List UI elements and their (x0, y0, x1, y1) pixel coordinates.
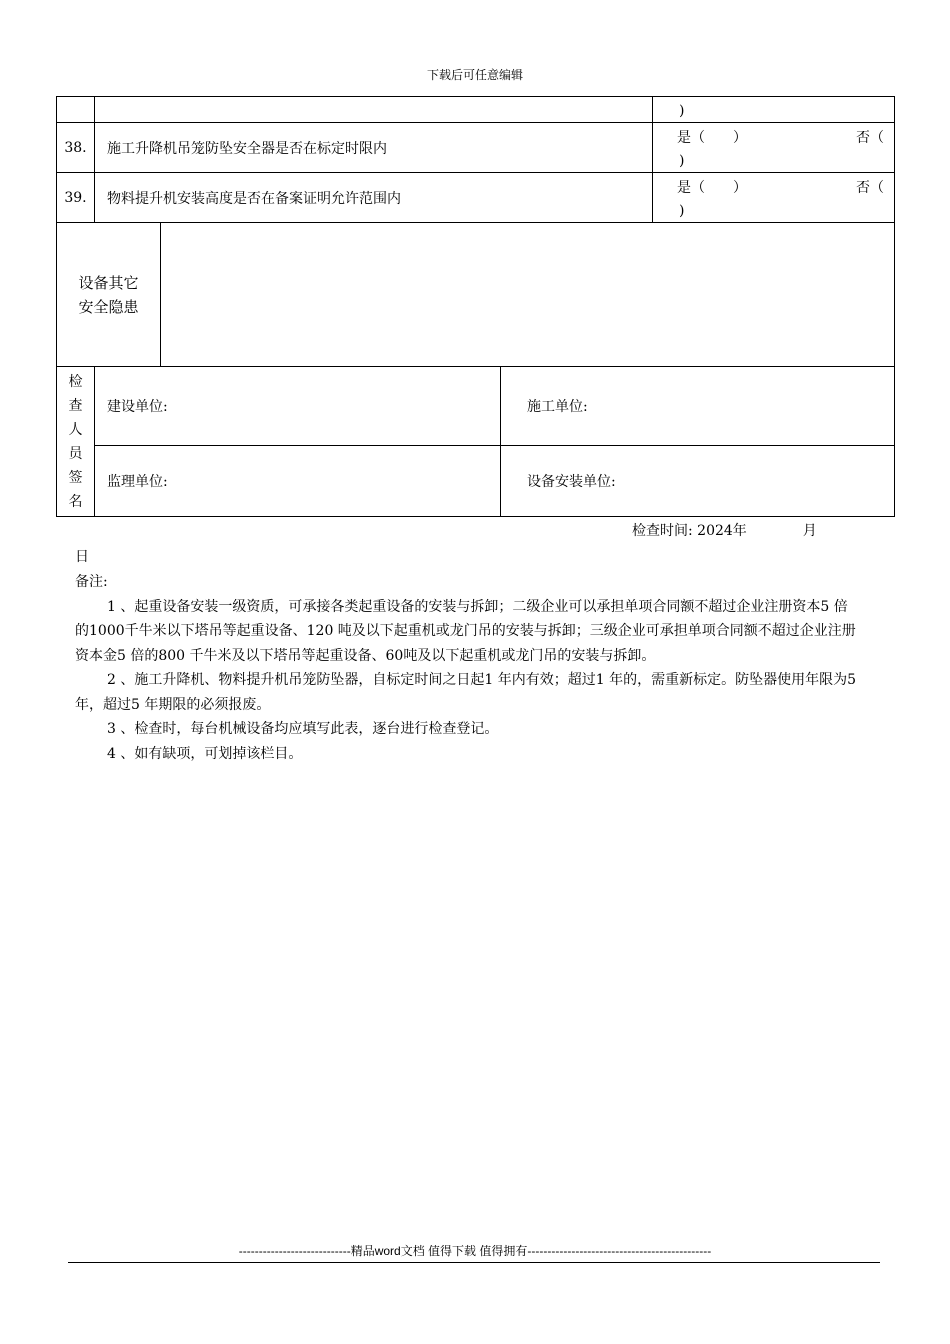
row-number: 39. (57, 173, 95, 223)
date-month: 月 (802, 523, 817, 539)
inspector-label-char: 检 (68, 373, 83, 390)
hazards-label (57, 223, 161, 367)
hazards-label-line: 设备其它 (78, 273, 139, 292)
answer-close: ) (679, 153, 685, 169)
date-prefix: 检查时间: 2024年 (632, 523, 747, 539)
footer-divider (68, 1262, 880, 1263)
row-item (95, 97, 653, 123)
inspector-label-char: 查 (68, 397, 83, 414)
note-item: 4 、如有缺项，可划掉该栏目。 (107, 745, 303, 762)
inspector-label-char: 人 (68, 421, 83, 438)
notes (75, 570, 860, 766)
table-row (57, 123, 895, 173)
row-answer (653, 97, 895, 123)
table-row (57, 97, 895, 123)
hazards-table (56, 222, 895, 367)
checklist-table (56, 96, 895, 223)
row-number (57, 97, 95, 123)
page-footer: ----------------------------精品word文档 值得下载 值得拥有---------------------------------------------- (238, 1244, 712, 1258)
answer-close: ) (679, 103, 685, 119)
note-item: 2 、施工升降机、物料提升机吊笼防坠器，自标定时间之日起1 年内有效；超过1 年的，需重新标定。防坠器使用年限为5 年，超过5 年期限的必须报废。 (75, 672, 856, 713)
inspector-label-char: 签 (68, 469, 83, 486)
inspector-label (57, 367, 95, 517)
inspector-label-char: 名 (68, 493, 83, 510)
hazards-label-line: 安全隐患 (78, 297, 139, 316)
hazards-field[interactable] (161, 223, 895, 367)
note-item: 1 、起重设备安装一级资质，可承接各类起重设备的安装与拆卸；二级企业可以承担单项合同额不超过企业注册资本5 倍的1000千牛米以下塔吊等起重设备、120 吨及以下起重机或龙门吊的安装与拆卸；三级企业可承担单项合同额不超过企业注册资本金5 倍的800 千牛米及以下塔吊等起重设备、60吨及以下起重机或龙门吊的安装与拆卸。 (75, 598, 856, 664)
row-number: 38. (57, 123, 95, 173)
contractor-signature[interactable]: 施工单位: (501, 367, 895, 446)
table-row (57, 173, 895, 223)
row-answer (653, 173, 895, 223)
row-item: 物料提升机安装高度是否在备案证明允许范围内 (95, 173, 653, 223)
supervisor-signature[interactable]: 监理单位: (95, 446, 501, 517)
answer-no[interactable]: 否（ (856, 130, 884, 146)
construction-owner-signature[interactable]: 建设单位: (95, 367, 501, 446)
notes-title: 备注: (75, 574, 108, 590)
answer-yes[interactable]: 是（ ） (677, 180, 747, 196)
note-item: 3 、检查时，每台机械设备均应填写此表，逐台进行检查登记。 (107, 721, 499, 737)
answer-no[interactable]: 否（ (856, 180, 884, 196)
inspection-date (632, 520, 817, 540)
row-answer (653, 123, 895, 173)
page-header: 下载后可任意编辑 (426, 68, 523, 82)
answer-close: ) (679, 203, 685, 219)
date-day: 日 (75, 549, 89, 565)
inspector-label-char: 员 (68, 445, 83, 462)
signature-table (56, 366, 895, 517)
answer-yes[interactable]: 是（ ） (677, 130, 747, 146)
row-item: 施工升降机吊笼防坠安全器是否在标定时限内 (95, 123, 653, 173)
installer-signature[interactable]: 设备安装单位: (501, 446, 895, 517)
